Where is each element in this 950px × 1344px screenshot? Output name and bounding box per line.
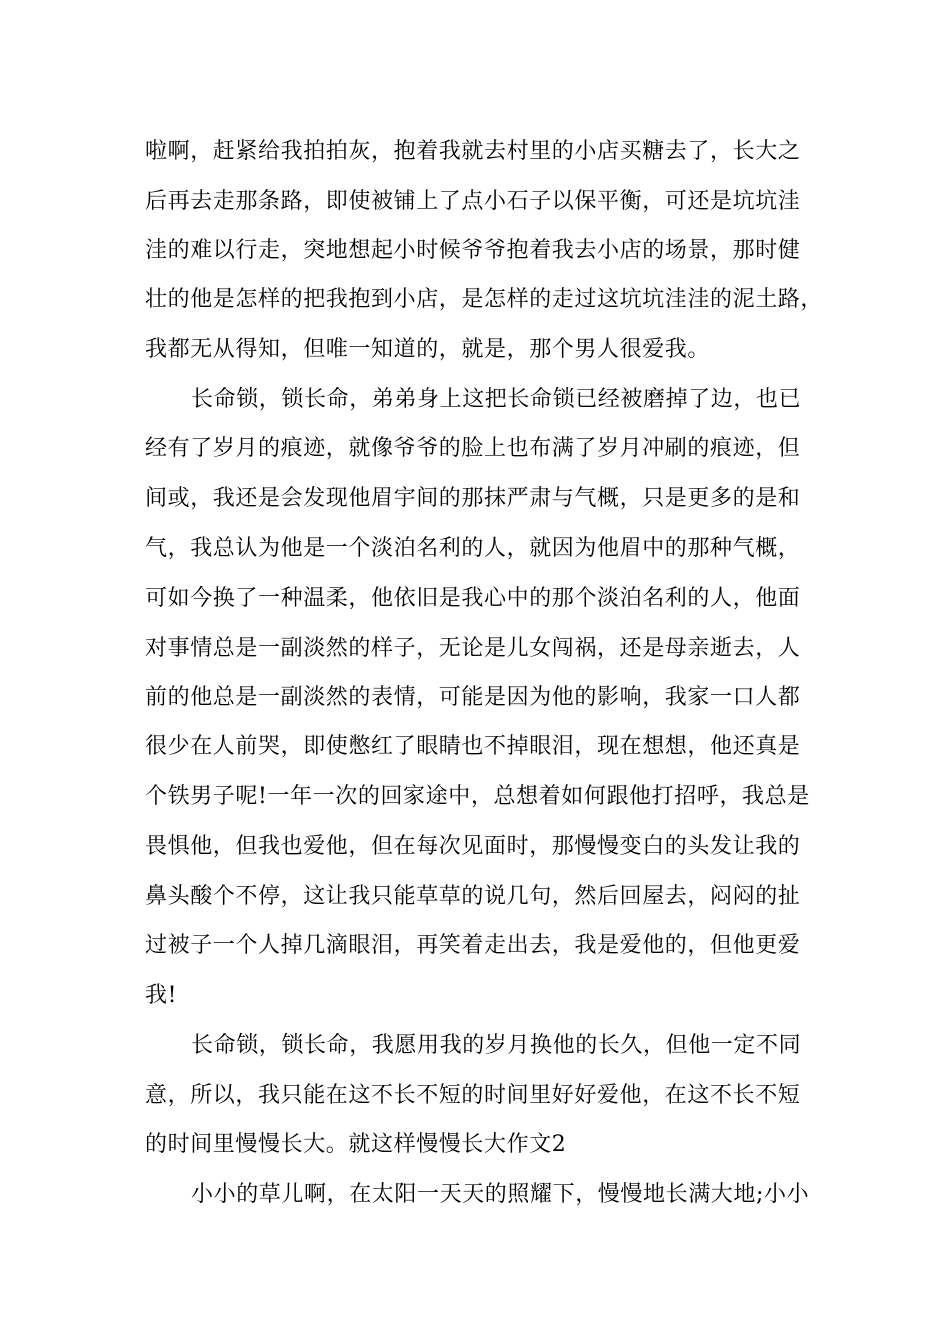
text-line: 壮的他是怎样的把我抱到小店，是怎样的走过这坑坑洼洼的泥土路， [145,287,824,312]
text-line: 过被子一个人掉几滴眼泪，再笑着走出去，我是爱他的，但他更爱 [145,933,801,958]
text-line: 小小的草儿啊，在太阳一天天的照耀下，慢慢地长满大地;小小 [191,1182,810,1207]
text-line: 很少在人前哭，即使憋红了眼睛也不掉眼泪，现在想想，他还真是 [145,734,801,759]
text-line: 长命锁，锁长命，弟弟身上这把长命锁已经被磨掉了边，也已 [191,387,802,412]
text-line: 啦啊，赶紧给我拍拍灰，抱着我就去村里的小店买糖去了，长大之 [145,139,801,164]
text-line: 后再去走那条路，即使被铺上了点小石子以保平衡，可还是坑坑洼 [145,189,801,214]
text-line: 对事情总是一副淡然的样子，无论是儿女闯祸，还是母亲逝去，人 [145,636,801,661]
text-line: 洼的难以行走，突地想起小时候爷爷抱着我去小店的场景，那时健 [145,238,801,263]
text-line: 间或，我还是会发现他眉宇间的那抹严肃与气概，只是更多的是和 [145,486,801,511]
text-line: 可如今换了一种温柔，他依旧是我心中的那个淡泊名利的人，他面 [145,586,801,611]
text-line: 经有了岁月的痕迹，就像爷爷的脸上也布满了岁月冲刷的痕迹，但 [145,436,801,461]
text-line: 畏惧他，但我也爱他，但在每次见面时，那慢慢变白的头发让我的 [145,834,801,859]
text-line: 气，我总认为他是一个淡泊名利的人，就因为他眉中的那种气概， [145,536,801,561]
text-line: 我都无从得知，但唯一知道的，就是，那个男人很爱我。 [145,337,711,362]
text-line: 的时间里慢慢长大。就这样慢慢长大作文2 [145,1132,567,1157]
text-line: 鼻头酸个不停，这让我只能草草的说几句，然后回屋去，闷闷的扯 [145,884,801,909]
text-line: 长命锁，锁长命，我愿用我的岁月换他的长久，但他一定不同 [191,1033,802,1058]
text-line: 意，所以，我只能在这不长不短的时间里好好爱他，在这不长不短 [145,1083,801,1108]
text-line: 我! [145,983,178,1008]
text-line: 前的他总是一副淡然的表情，可能是因为他的影响，我家一口人都 [145,685,801,710]
text-line: 个铁男子呢!一年一次的回家途中，总想着如何跟他打招呼，我总是 [145,784,810,809]
